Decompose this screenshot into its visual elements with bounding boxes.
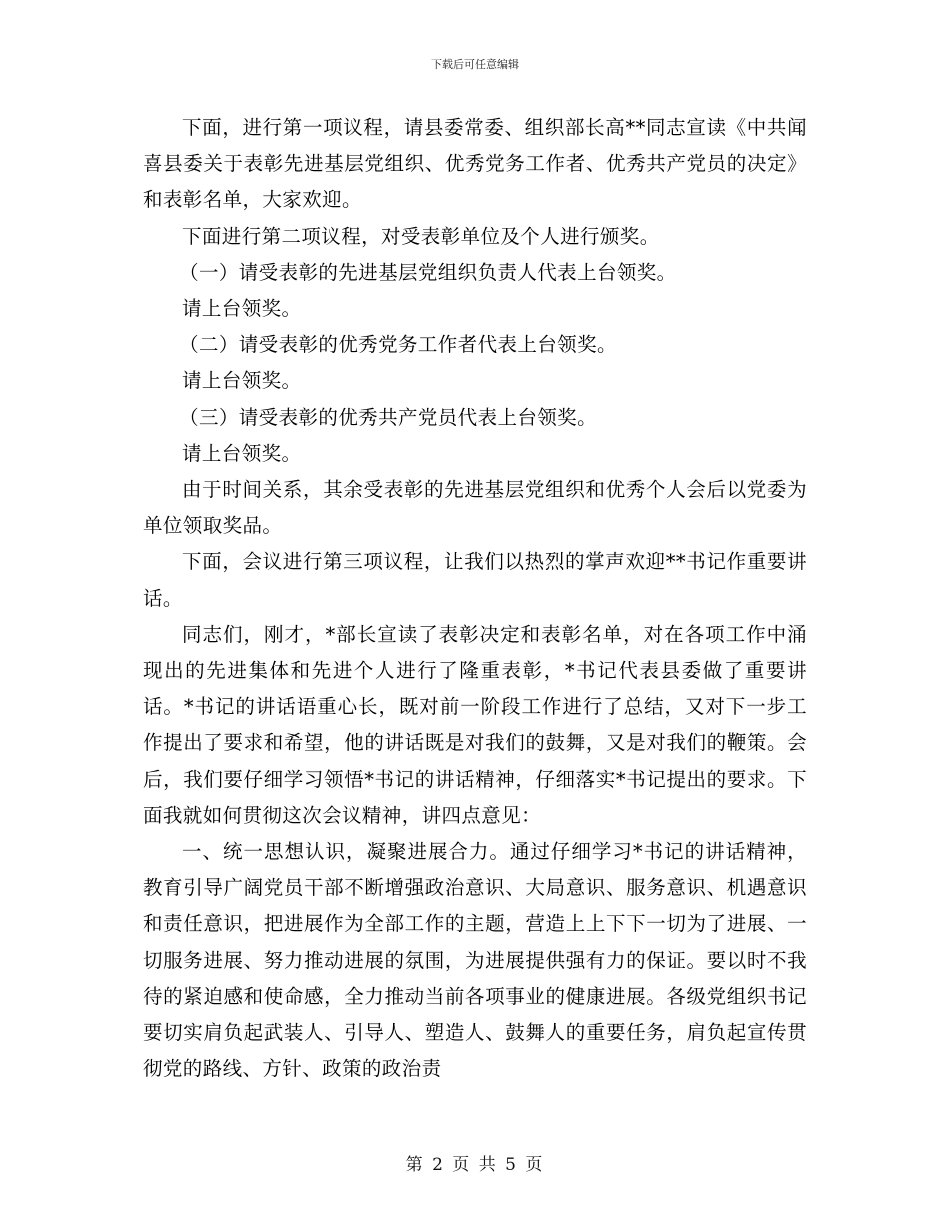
document-body — [143, 110, 807, 1087]
paragraph: 由于时间关系，其余受表彰的先进基层党组织和优秀个人会后以党委为单位领取奖品。 — [143, 478, 807, 538]
paragraph: 下面进行第二项议程，对受表彰单位及个人进行颁奖。 — [182, 224, 660, 248]
page-number: 第 2 页 共 5 页 — [405, 1155, 545, 1175]
paragraph: 请上台领奖。 — [182, 441, 302, 465]
paragraph: 请上台领奖。 — [182, 369, 302, 393]
paragraph: 一、统一思想认识，凝聚进展合力。通过仔细学习*书记的讲话精神，教育引导广阔党员干部不断增强政治意识、大局意识、服务意识、机遇意识和责任意识，把进展作为全部工作的主题，营造上上下下一切为了进展、一切服务进展、努力推动进展的氛围，为进展提供强有力的保证。要以时不我待的紧迫感和使命感，全力推动当前各项事业的健康进展。各级党组织书记要切实肩负起武装人、引导人、塑造人、鼓舞人的重要任务，肩负起宣传贯彻党的路线、方针、政策的政治责 — [143, 840, 807, 1081]
page-header: 下载后可任意编辑 — [431, 58, 519, 71]
paragraph: 下面，会议进行第三项议程，让我们以热烈的掌声欢迎**书记作重要讲话。 — [143, 550, 807, 610]
paragraph: （三）请受表彰的优秀共产党员代表上台领奖。 — [179, 405, 597, 429]
paragraph: 下面，进行第一项议程，请县委常委、组织部长高**同志宣读《中共闻喜县委关于表彰先进基层党组织、优秀党务工作者、优秀共产党员的决定》和表彰名单，大家欢迎。 — [143, 116, 807, 212]
paragraph: （一）请受表彰的先进基层党组织负责人代表上台领奖。 — [179, 260, 677, 284]
paragraph: 请上台领奖。 — [182, 297, 302, 321]
paragraph: （二）请受表彰的优秀党务工作者代表上台领奖。 — [179, 333, 617, 357]
paragraph: 同志们，刚才，*部长宣读了表彰决定和表彰名单，对在各项工作中涌现出的先进集体和先进个人进行了隆重表彰，*书记代表县委做了重要讲话。*书记的讲话语重心长，既对前一阶段工作进行了总结，又对下一步工作提出了要求和希望，他的讲话既是对我们的鼓舞，又是对我们的鞭策。会后，我们要仔细学习领悟*书记的讲话精神，仔细落实*书记提出的要求。下面我就如何贯彻这次会议精神，讲四点意见： — [143, 622, 807, 827]
